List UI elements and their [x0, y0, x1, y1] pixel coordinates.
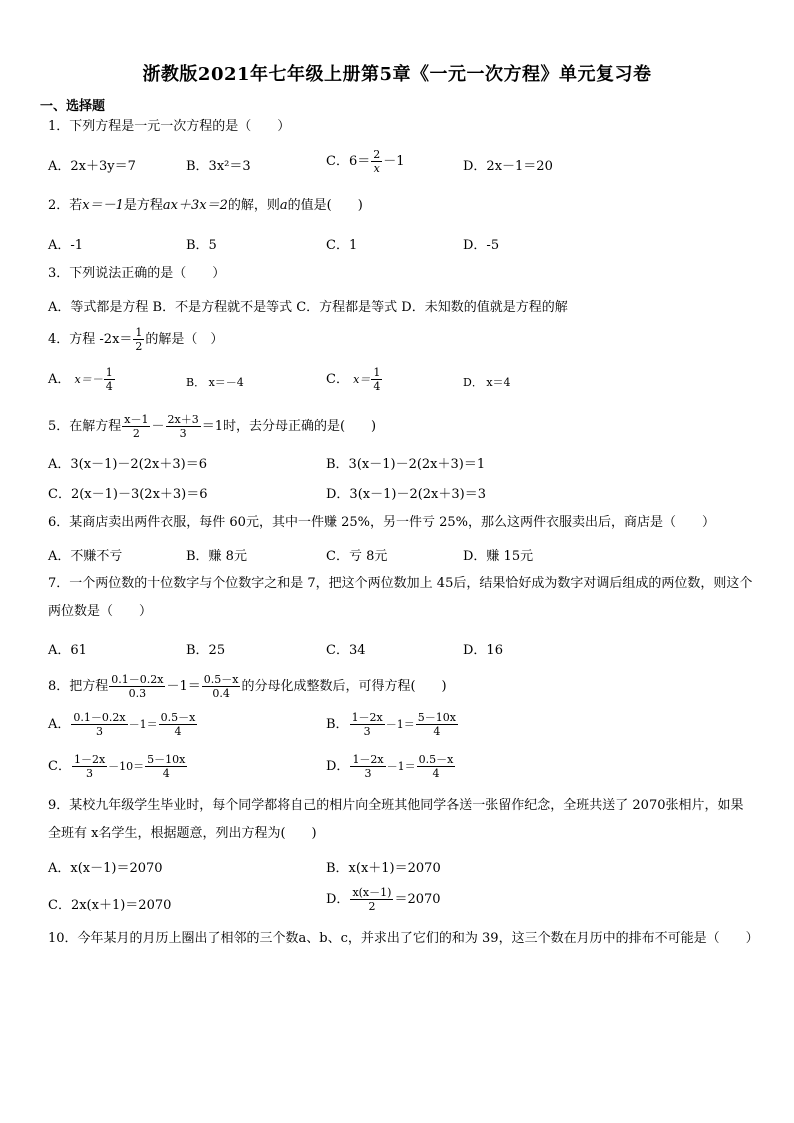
fraction: [72, 753, 107, 780]
fraction: [417, 753, 456, 780]
q3-options: A．等式都是方程 B．不是方程就不是等式 C．方程都是等式 D．未知数的值就是方程的解: [48, 300, 568, 315]
q9-option-a: A．x(x－1)＝2070: [48, 861, 163, 876]
fraction-numerator: 1: [135, 326, 143, 339]
fraction-denominator: 4: [162, 767, 170, 780]
fraction-denominator: 4: [174, 725, 182, 738]
fraction-denominator: 4: [433, 725, 441, 738]
fraction: [166, 413, 201, 440]
q6-option-d: D．赚 15元: [463, 549, 534, 564]
fraction-numerator: 5－10x: [417, 711, 456, 724]
q2-option-a: A．-1: [48, 238, 84, 253]
fraction: [71, 711, 127, 738]
fraction: [109, 673, 165, 700]
question-4-stem: [48, 326, 223, 353]
q8-option-c: [48, 753, 188, 780]
q4-option-c-equation: x＝: [353, 373, 371, 386]
fraction-numerator: x(x－1): [352, 886, 392, 899]
fraction-numerator: 2x＋3: [167, 413, 199, 426]
q7-option-b: B．25: [186, 643, 226, 658]
fraction-denominator: 2: [132, 427, 140, 440]
q1-option-a: A．2x＋3y＝7: [48, 159, 136, 174]
fraction-denominator: 3: [363, 725, 371, 738]
q8-option-b-middle: －1＝: [385, 718, 415, 731]
q8-option-d-prefix: D．: [326, 759, 350, 774]
section-heading: 一、选择题: [40, 99, 106, 114]
q8-option-c-middle: －10＝: [108, 760, 145, 773]
question-5-stem: [48, 413, 376, 440]
q2-option-b: B．5: [186, 238, 217, 253]
q2-stem-suffix: 的值是( ): [287, 198, 363, 213]
fraction-numerator: 0.1－0.2x: [73, 711, 126, 724]
fraction-numerator: 1－2x: [351, 711, 383, 724]
q9-option-d-suffix: ＝2070: [394, 892, 441, 907]
fraction: [371, 148, 382, 175]
q6-option-b: B．赚 8元: [186, 549, 247, 564]
fraction-numerator: 0.1－0.2x: [111, 673, 164, 686]
q5-stem-middle: －: [151, 419, 165, 434]
question-3-stem: 3．下列说法正确的是（ ）: [48, 266, 226, 281]
question-2-stem: [48, 197, 363, 215]
fraction-numerator: 1: [105, 366, 113, 379]
q2-stem-prefix: 2．若: [48, 198, 83, 213]
q9-option-b: B．x(x＋1)＝2070: [326, 861, 441, 876]
q8-stem-prefix: 8．把方程: [48, 679, 109, 694]
fraction: [133, 326, 144, 353]
fraction: [145, 753, 187, 780]
q8-option-b-prefix: B．: [326, 717, 349, 732]
fraction-numerator: 0.5－x: [418, 753, 454, 766]
q4-option-c-prefix: C．: [326, 372, 349, 387]
fraction-numerator: 5－10x: [147, 753, 186, 766]
q9-option-c: C．2x(x＋1)＝2070: [48, 898, 172, 913]
q1-option-b: B．3x²＝3: [186, 159, 251, 174]
q4-option-c: [326, 366, 383, 393]
question-9-stem: 9．某校九年级学生毕业时，每个同学都将自己的相片向全班其他同学各送一张留作纪念，全班共送了 2070张相片，如果全班有 x名学生，根据题意，列出方程为( ): [48, 798, 744, 841]
q5-option-c: C．2(x－1)－3(2x＋3)＝6: [48, 487, 208, 502]
question-10-stem: 10．今年某月的月历上圈出了相邻的三个数a、b、c，并求出了它们的和为 39，这三个数在月历中的排布不可能是（ ）: [48, 931, 759, 946]
q1-option-c-prefix: C．6＝: [326, 154, 371, 169]
q6-option-c: C．亏 8元: [326, 549, 388, 564]
q8-option-a-middle: －1＝: [128, 718, 158, 731]
q2-variable: a: [279, 198, 288, 213]
q8-option-d: [326, 753, 456, 780]
fraction-denominator: 0.4: [212, 687, 230, 700]
q4-option-a-equation: x＝－: [74, 373, 103, 386]
fraction-numerator: 0.5－x: [160, 711, 196, 724]
fraction-denominator: 3: [86, 767, 94, 780]
q5-stem-suffix: ＝1时，去分母正确的是( ): [201, 419, 377, 434]
q4-option-a: [48, 366, 116, 393]
q4-stem-prefix: 4．方程 -2x＝: [48, 332, 133, 347]
q1-option-d: D．2x－1＝20: [463, 159, 553, 174]
q4-option-b: B． x＝－4: [186, 376, 244, 389]
fraction-denominator: x: [373, 162, 380, 175]
q9-option-d-prefix: D．: [326, 892, 350, 907]
fraction-denominator: 2: [135, 340, 143, 353]
q9-option-d: [326, 886, 441, 913]
q8-option-c-prefix: C．: [48, 759, 71, 774]
fraction: [159, 711, 198, 738]
fraction: [416, 711, 458, 738]
fraction-denominator: 4: [373, 380, 381, 393]
fraction-numerator: 1－2x: [352, 753, 384, 766]
q8-stem-suffix: 的分母化成整数后，可得方程( ): [241, 679, 447, 694]
fraction-denominator: 3: [364, 767, 372, 780]
q1-option-c-suffix: －1: [383, 154, 405, 169]
q7-option-d: D．16: [463, 643, 503, 658]
fraction-denominator: 4: [105, 380, 113, 393]
q8-option-a: [48, 711, 198, 738]
q2-equation: x＝－1: [82, 198, 124, 213]
fraction-numerator: 0.5－x: [203, 673, 239, 686]
q7-option-c: C．34: [326, 643, 366, 658]
q5-option-a: A．3(x－1)－2(2x＋3)＝6: [48, 457, 207, 472]
fraction-denominator: 3: [179, 427, 187, 440]
q2-stem-middle-2: 的解，则: [227, 198, 280, 213]
q8-option-b: [326, 711, 459, 738]
q8-option-a-prefix: A．: [48, 717, 71, 732]
page-title: 浙教版2021年七年级上册第5章《一元一次方程》单元复习卷: [142, 64, 652, 85]
q6-option-a: A．不赚不亏: [48, 549, 123, 564]
fraction-numerator: 1－2x: [73, 753, 106, 766]
fraction: [202, 673, 241, 700]
q2-option-c: C．1: [326, 238, 358, 253]
q2-option-d: D．-5: [463, 238, 500, 253]
q2-equation-2: ax＋3x＝2: [162, 198, 228, 213]
question-8-stem: [48, 673, 447, 700]
q5-option-d: D．3(x－1)－2(2x＋3)＝3: [326, 487, 486, 502]
fraction-denominator: 4: [432, 767, 440, 780]
fraction-denominator: 3: [95, 725, 103, 738]
q4-stem-suffix: 的解是（ ）: [145, 332, 224, 347]
fraction-denominator: 0.3: [128, 687, 147, 700]
fraction-numerator: x－1: [124, 413, 149, 426]
fraction: [104, 366, 115, 393]
question-1-stem: 1．下列方程是一元一次方程的是（ ）: [48, 119, 291, 134]
question-6-stem: 6．某商店卖出两件衣服，每件 60元，其中一件赚 25%，另一件亏 25%，那么这两件衣服卖出后，商店是（ ）: [48, 515, 715, 530]
q5-option-b: B．3(x－1)－2(2x＋3)＝1: [326, 457, 486, 472]
q2-stem-middle: 是方程: [123, 198, 163, 213]
q1-option-c: [326, 148, 405, 175]
q8-option-d-middle: －1＝: [386, 760, 416, 773]
fraction-numerator: 1: [373, 366, 381, 379]
q4-option-d: D． x＝4: [463, 376, 511, 389]
fraction: [350, 886, 393, 913]
fraction: [350, 711, 385, 738]
fraction-denominator: 2: [368, 900, 376, 913]
q8-stem-middle: －1＝: [166, 679, 201, 694]
q7-option-a: A．61: [48, 643, 87, 658]
fraction-numerator: 2: [373, 148, 381, 161]
fraction: [371, 366, 382, 393]
fraction: [350, 753, 385, 780]
question-7-stem: 7．一个两位数的十位数字与个位数字之和是 7，把这个两位数加上 45后，结果恰好成为数字对调后组成的两位数，则这个两位数是（ ）: [48, 576, 753, 619]
q4-option-a-prefix: A．: [48, 372, 71, 387]
fraction: [122, 413, 150, 440]
q5-stem-prefix: 5．在解方程: [48, 419, 122, 434]
